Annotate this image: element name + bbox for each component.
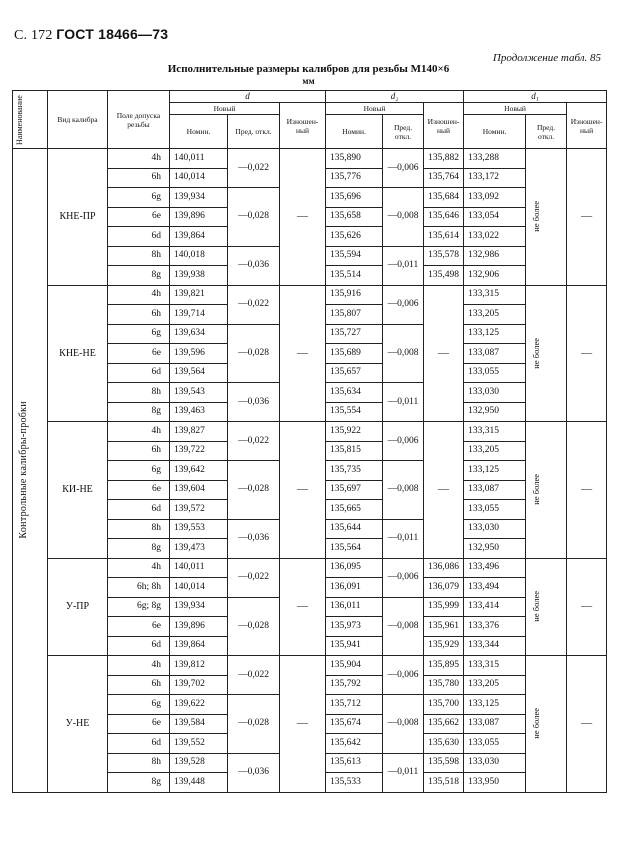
d-deviation-cell: —0,036 (228, 753, 280, 792)
d1-nominal-cell: 133,205 (464, 675, 526, 695)
d1-nominal-cell: 133,494 (464, 578, 526, 598)
d-nominal-cell: 139,528 (170, 753, 228, 773)
d1-nominal-cell: 133,125 (464, 324, 526, 344)
caliber-kind: У-ПР (48, 558, 108, 656)
ne-bolee-label: не более (531, 337, 542, 369)
d-deviation-cell: —0,028 (228, 461, 280, 520)
header-d-nomin: Номин. (170, 115, 228, 149)
d2-nominal-cell: 135,941 (326, 636, 383, 656)
table-title: Исполнительные размеры калибров для резьбы M140×6 (167, 63, 450, 75)
side-label: Контрольные калибры-пробки (13, 149, 48, 793)
d1-nominal-cell: 133,205 (464, 441, 526, 461)
d2-nominal-cell: 135,697 (326, 480, 383, 500)
d-deviation-cell: —0,022 (228, 558, 280, 597)
d-worn-cell: — (280, 558, 326, 656)
d1-nominal-cell: 132,950 (464, 539, 526, 559)
d1-nominal-cell: 133,344 (464, 636, 526, 656)
caliber-kind: У-НЕ (48, 656, 108, 793)
tolerance-cell: 6h (108, 675, 170, 695)
header-d1-nomin: Номин. (464, 115, 526, 149)
header-d-worn: Изношен-ный (280, 103, 326, 149)
header-d2-new: Новый (326, 103, 424, 115)
d1-nominal-cell: 133,030 (464, 519, 526, 539)
d-worn-cell: — (280, 656, 326, 793)
tolerance-cell: 6g (108, 188, 170, 208)
d2-nominal-cell: 135,657 (326, 363, 383, 383)
tolerance-cell: 4h (108, 656, 170, 676)
d1-nominal-cell: 133,055 (464, 734, 526, 754)
header-d2: d₂ (326, 91, 464, 103)
d1-worn-cell: — (567, 656, 607, 793)
d2-deviation-cell: —0,006 (383, 149, 424, 188)
d-nominal-cell: 139,827 (170, 422, 228, 442)
tolerance-cell: 6g; 8g (108, 597, 170, 617)
d-deviation-cell: —0,036 (228, 383, 280, 422)
tolerance-cell: 6e (108, 714, 170, 734)
d2-nominal-cell: 135,815 (326, 441, 383, 461)
d1-nominal-cell: 132,906 (464, 266, 526, 286)
d-deviation-cell: —0,028 (228, 695, 280, 754)
d-worn-cell: — (280, 149, 326, 286)
d-nominal-cell: 139,596 (170, 344, 228, 364)
calibers-table (12, 90, 607, 793)
d1-nominal-cell: 133,054 (464, 207, 526, 227)
d-nominal-cell: 139,622 (170, 695, 228, 715)
tolerance-cell: 6d (108, 734, 170, 754)
caliber-kind: КИ-НЕ (48, 422, 108, 559)
d2-worn-cell: — (424, 422, 464, 559)
d2-nominal-cell: 135,689 (326, 344, 383, 364)
d2-nominal-cell: 135,792 (326, 675, 383, 695)
d1-deviation-cell (526, 558, 567, 656)
d2-nominal-cell: 136,095 (326, 558, 383, 578)
d1-nominal-cell: 133,414 (464, 597, 526, 617)
tolerance-cell: 8g (108, 266, 170, 286)
tolerance-cell: 6g (108, 324, 170, 344)
tolerance-cell: 6h (108, 305, 170, 325)
ne-bolee-label: не более (531, 474, 542, 506)
d-deviation-cell: —0,028 (228, 324, 280, 383)
d1-nominal-cell: 133,315 (464, 285, 526, 305)
d2-worn-cell: 135,961 (424, 617, 464, 637)
tolerance-cell: 8h (108, 246, 170, 266)
d2-nominal-cell: 135,776 (326, 168, 383, 188)
d1-deviation-cell (526, 422, 567, 559)
d2-nominal-cell: 135,696 (326, 188, 383, 208)
d2-nominal-cell: 135,904 (326, 656, 383, 676)
tolerance-cell: 4h (108, 149, 170, 169)
d1-nominal-cell: 133,030 (464, 383, 526, 403)
d-nominal-cell: 140,011 (170, 558, 228, 578)
tolerance-cell: 4h (108, 558, 170, 578)
d-nominal-cell: 139,821 (170, 285, 228, 305)
standard-number: ГОСТ 18466—73 (56, 26, 169, 42)
tolerance-cell: 4h (108, 285, 170, 305)
d2-worn-cell: 135,598 (424, 753, 464, 773)
tolerance-cell: 6h (108, 441, 170, 461)
d-deviation-cell: —0,036 (228, 246, 280, 285)
d2-nominal-cell: 135,634 (326, 383, 383, 403)
d2-nominal-cell: 135,890 (326, 149, 383, 169)
ne-bolee-label: не более (531, 201, 542, 233)
d1-nominal-cell: 133,022 (464, 227, 526, 247)
d-deviation-cell: —0,022 (228, 285, 280, 324)
d2-worn-cell: 136,079 (424, 578, 464, 598)
ne-bolee-label: не более (531, 591, 542, 623)
d-nominal-cell: 139,938 (170, 266, 228, 286)
d-nominal-cell: 139,552 (170, 734, 228, 754)
table-row (13, 149, 607, 169)
d2-nominal-cell: 135,658 (326, 207, 383, 227)
d2-deviation-cell: —0,008 (383, 324, 424, 383)
d2-nominal-cell: 135,642 (326, 734, 383, 754)
d2-deviation-cell: —0,006 (383, 558, 424, 597)
d2-worn-cell: 135,780 (424, 675, 464, 695)
d2-deviation-cell: —0,008 (383, 695, 424, 754)
d-nominal-cell: 139,896 (170, 207, 228, 227)
d-deviation-cell: —0,036 (228, 519, 280, 558)
d1-nominal-cell: 133,172 (464, 168, 526, 188)
table-row (13, 558, 607, 578)
d-nominal-cell: 139,722 (170, 441, 228, 461)
d2-worn-cell: — (424, 285, 464, 422)
header-d: d (170, 91, 326, 103)
d2-deviation-cell: —0,008 (383, 188, 424, 247)
d-nominal-cell: 139,463 (170, 402, 228, 422)
header-d1-pred: Пред. откл. (526, 115, 567, 149)
d1-worn-cell: — (567, 149, 607, 286)
d2-worn-cell: 135,518 (424, 773, 464, 793)
d2-worn-cell: 135,684 (424, 188, 464, 208)
d-nominal-cell: 139,642 (170, 461, 228, 481)
page-number: С. 172 (14, 28, 53, 43)
d1-worn-cell: — (567, 558, 607, 656)
table-continuation-label: Продолжение табл. 85 (492, 52, 601, 64)
d-deviation-cell: —0,022 (228, 422, 280, 461)
d2-deviation-cell: —0,008 (383, 461, 424, 520)
d2-worn-cell: 135,700 (424, 695, 464, 715)
d2-worn-cell: 135,662 (424, 714, 464, 734)
d1-nominal-cell: 133,125 (464, 695, 526, 715)
table-row (13, 422, 607, 442)
header-vid-kalibra: Вид калибра (48, 91, 108, 149)
d2-nominal-cell: 135,916 (326, 285, 383, 305)
d2-nominal-cell: 135,735 (326, 461, 383, 481)
d2-deviation-cell: —0,006 (383, 422, 424, 461)
d1-nominal-cell: 133,315 (464, 656, 526, 676)
caliber-kind: КНЕ-НЕ (48, 285, 108, 422)
tolerance-cell: 6h (108, 168, 170, 188)
d2-nominal-cell: 136,011 (326, 597, 383, 617)
table-row (13, 285, 607, 305)
d-nominal-cell: 140,014 (170, 578, 228, 598)
tolerance-cell: 8h (108, 519, 170, 539)
d1-nominal-cell: 132,986 (464, 246, 526, 266)
d2-deviation-cell: —0,011 (383, 383, 424, 422)
d2-nominal-cell: 135,626 (326, 227, 383, 247)
d-deviation-cell: —0,022 (228, 656, 280, 695)
d1-nominal-cell: 133,092 (464, 188, 526, 208)
d2-worn-cell: 135,882 (424, 149, 464, 169)
header-d1-worn: Изношен-ный (567, 103, 607, 149)
table-unit: мм (302, 76, 315, 86)
d1-nominal-cell: 133,087 (464, 714, 526, 734)
tolerance-cell: 4h (108, 422, 170, 442)
d2-deviation-cell: —0,006 (383, 656, 424, 695)
d2-nominal-cell: 135,533 (326, 773, 383, 793)
d2-worn-cell: 135,929 (424, 636, 464, 656)
d1-nominal-cell: 133,288 (464, 149, 526, 169)
d-nominal-cell: 139,864 (170, 636, 228, 656)
d1-deviation-cell (526, 285, 567, 422)
header-d2-pred: Пред. откл. (383, 115, 424, 149)
d2-worn-cell: 135,764 (424, 168, 464, 188)
d2-nominal-cell: 135,613 (326, 753, 383, 773)
header-naimenovanie: Наименование (13, 91, 48, 149)
d-worn-cell: — (280, 422, 326, 559)
d1-nominal-cell: 133,087 (464, 344, 526, 364)
tolerance-cell: 6e (108, 207, 170, 227)
d2-deviation-cell: —0,011 (383, 246, 424, 285)
d1-deviation-cell (526, 149, 567, 286)
d-nominal-cell: 139,604 (170, 480, 228, 500)
tolerance-cell: 8h (108, 753, 170, 773)
tolerance-cell: 6e (108, 617, 170, 637)
d2-worn-cell: 135,999 (424, 597, 464, 617)
d-worn-cell: — (280, 285, 326, 422)
d1-nominal-cell: 132,950 (464, 402, 526, 422)
tolerance-cell: 6d (108, 500, 170, 520)
d1-nominal-cell: 133,496 (464, 558, 526, 578)
d-nominal-cell: 139,448 (170, 773, 228, 793)
d1-worn-cell: — (567, 422, 607, 559)
d-nominal-cell: 140,018 (170, 246, 228, 266)
tolerance-cell: 6d (108, 227, 170, 247)
d2-worn-cell: 135,895 (424, 656, 464, 676)
d-deviation-cell: —0,028 (228, 597, 280, 656)
d1-nominal-cell: 133,030 (464, 753, 526, 773)
d-nominal-cell: 139,553 (170, 519, 228, 539)
d2-nominal-cell: 135,922 (326, 422, 383, 442)
d-nominal-cell: 139,934 (170, 597, 228, 617)
d-deviation-cell: —0,022 (228, 149, 280, 188)
table-body (13, 149, 607, 793)
tolerance-cell: 6d (108, 636, 170, 656)
d2-nominal-cell: 135,554 (326, 402, 383, 422)
d2-nominal-cell: 135,727 (326, 324, 383, 344)
d2-deviation-cell: —0,006 (383, 285, 424, 324)
tolerance-cell: 6g (108, 461, 170, 481)
table-row (13, 656, 607, 676)
d-nominal-cell: 139,564 (170, 363, 228, 383)
d1-nominal-cell: 133,205 (464, 305, 526, 325)
d2-nominal-cell: 135,973 (326, 617, 383, 637)
d1-nominal-cell: 133,055 (464, 500, 526, 520)
d-nominal-cell: 139,934 (170, 188, 228, 208)
d-nominal-cell: 139,543 (170, 383, 228, 403)
d-deviation-cell: —0,028 (228, 188, 280, 247)
d2-worn-cell: 136,086 (424, 558, 464, 578)
tolerance-cell: 6h; 8h (108, 578, 170, 598)
tolerance-cell: 6d (108, 363, 170, 383)
d-nominal-cell: 139,714 (170, 305, 228, 325)
d-nominal-cell: 140,014 (170, 168, 228, 188)
d-nominal-cell: 139,634 (170, 324, 228, 344)
page-header (14, 26, 168, 44)
d1-deviation-cell (526, 656, 567, 793)
header-d2-worn: Изношен-ный (424, 103, 464, 149)
d2-nominal-cell: 135,564 (326, 539, 383, 559)
d1-nominal-cell: 133,125 (464, 461, 526, 481)
header-d1-new: Новый (464, 103, 567, 115)
d1-nominal-cell: 133,376 (464, 617, 526, 637)
tolerance-cell: 8g (108, 402, 170, 422)
d2-worn-cell: 135,614 (424, 227, 464, 247)
tolerance-cell: 8g (108, 773, 170, 793)
d2-nominal-cell: 135,807 (326, 305, 383, 325)
d1-nominal-cell: 133,315 (464, 422, 526, 442)
d2-deviation-cell: —0,008 (383, 597, 424, 656)
d-nominal-cell: 139,584 (170, 714, 228, 734)
d-nominal-cell: 139,896 (170, 617, 228, 637)
header-d2-nomin: Номин. (326, 115, 383, 149)
tolerance-cell: 8h (108, 383, 170, 403)
d2-nominal-cell: 135,594 (326, 246, 383, 266)
d-nominal-cell: 139,473 (170, 539, 228, 559)
d2-deviation-cell: —0,011 (383, 753, 424, 792)
d1-nominal-cell: 133,087 (464, 480, 526, 500)
d2-nominal-cell: 136,091 (326, 578, 383, 598)
d2-nominal-cell: 135,674 (326, 714, 383, 734)
d-nominal-cell: 139,702 (170, 675, 228, 695)
header-pole-dopuska: Поле допуска резьбы (108, 91, 170, 149)
d2-worn-cell: 135,646 (424, 207, 464, 227)
d2-worn-cell: 135,498 (424, 266, 464, 286)
d1-worn-cell: — (567, 285, 607, 422)
d2-worn-cell: 135,630 (424, 734, 464, 754)
caliber-kind: КНЕ-ПР (48, 149, 108, 286)
d-nominal-cell: 139,572 (170, 500, 228, 520)
d-nominal-cell: 139,864 (170, 227, 228, 247)
header-d-pred: Пред. откл. (228, 115, 280, 149)
header-d1: d₁ (464, 91, 607, 103)
d1-nominal-cell: 133,055 (464, 363, 526, 383)
d2-nominal-cell: 135,514 (326, 266, 383, 286)
d2-nominal-cell: 135,665 (326, 500, 383, 520)
d2-deviation-cell: —0,011 (383, 519, 424, 558)
d2-nominal-cell: 135,712 (326, 695, 383, 715)
tolerance-cell: 8g (108, 539, 170, 559)
ne-bolee-label: не более (531, 708, 542, 740)
tolerance-cell: 6g (108, 695, 170, 715)
d2-worn-cell: 135,578 (424, 246, 464, 266)
header-d-new: Новый (170, 103, 280, 115)
d1-nominal-cell: 133,950 (464, 773, 526, 793)
d-nominal-cell: 140,011 (170, 149, 228, 169)
tolerance-cell: 6e (108, 344, 170, 364)
tolerance-cell: 6e (108, 480, 170, 500)
d2-nominal-cell: 135,644 (326, 519, 383, 539)
d-nominal-cell: 139,812 (170, 656, 228, 676)
